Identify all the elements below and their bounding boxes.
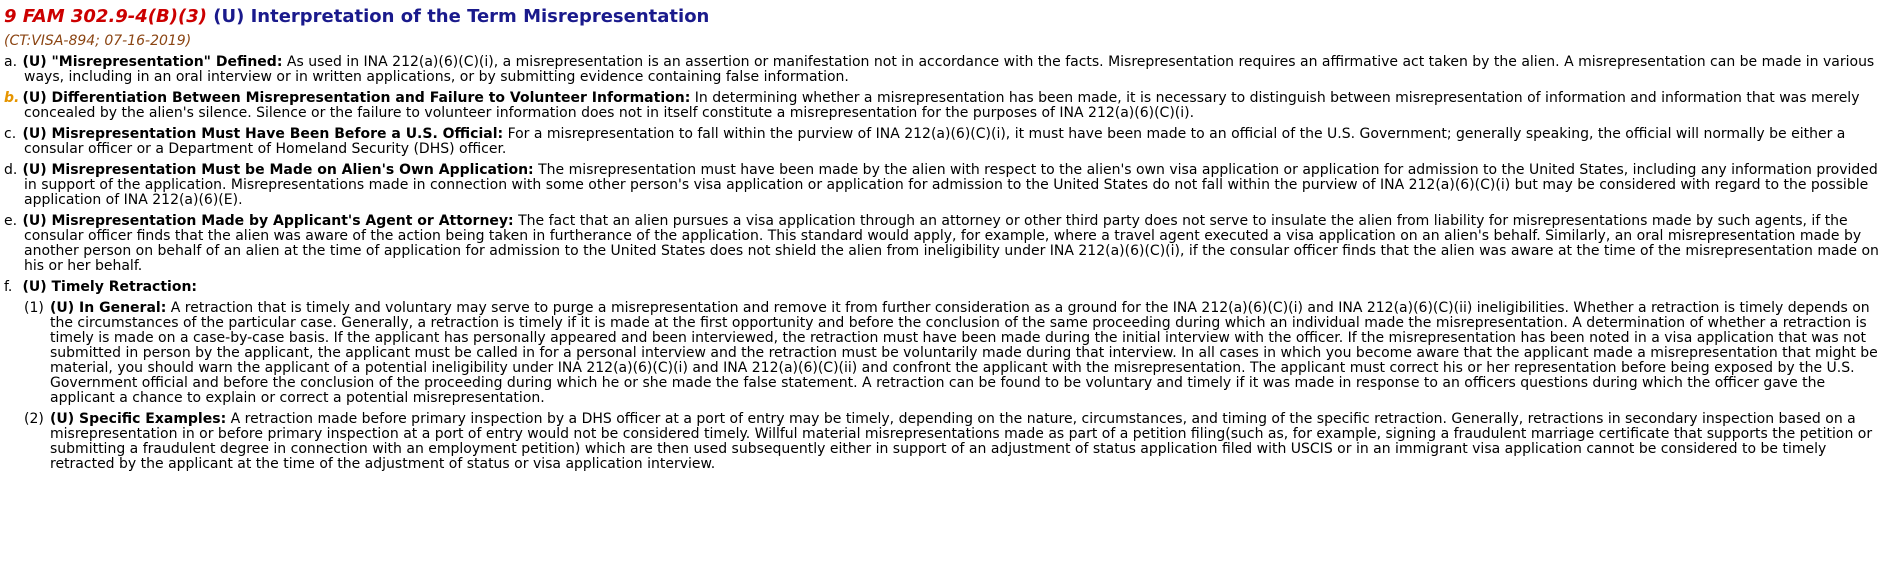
paragraph-title: (U) "Misrepresentation" Defined: bbox=[22, 54, 283, 70]
change-transmittal: (CT:VISA-894; 07-16-2019) bbox=[4, 33, 192, 49]
paragraph-e bbox=[4, 214, 1890, 274]
paragraph-marker: a. bbox=[4, 54, 18, 70]
paragraph-marker: e. bbox=[4, 213, 18, 229]
section-title: (U) Interpretation of the Term Misrepresentation bbox=[213, 6, 710, 27]
subparagraph-2 bbox=[24, 412, 1890, 472]
paragraph-text: In determining whether a misrepresentation has been made, it is necessary to distinguish between misrepresentation of information and information that was merely concealed by the alien's silence. Silence or the failure to volunteer information does not in itself constitute a misrepresentation for the purposes of INA 212(a)(6)(C)(i). bbox=[24, 90, 1860, 121]
paragraph-a bbox=[4, 55, 1890, 85]
paragraph-text: For a misrepresentation to fall within the purview of INA 212(a)(6)(C)(i), it must have been made to an official of the U.S. Government; generally speaking, the official will normally be either a consular officer or a Department of Homeland Security (DHS) officer. bbox=[24, 126, 1846, 157]
paragraph-title: (U) Misrepresentation Must Have Been Before a U.S. Official: bbox=[22, 126, 504, 142]
subparagraph-text: A retraction made before primary inspection by a DHS officer at a port of entry may be timely, depending on the nature, circumstances, and timing of the specific retraction. Generally, retractions in secondary inspection based on a misrepresentation in or before primary inspection at a port of entry would not be considered timely. Willful material misrepresentations made as part of a petition filing(such as, for example, signing a fraudulent marriage certificate that supports the petition or submitting a fraudulent degree in connection with an employment petition) which are then used subsequently either in support of an adjustment of status application filed with USCIS or in an immigrant visa application cannot be considered to be timely retracted by the applicant at the time of the adjustment of status or visa application interview. bbox=[50, 411, 1873, 472]
paragraph-text: The misrepresentation must have been made by the alien with respect to the alien's own visa application or application for admission to the United States, including any information provided in support of the application. Misrepresentations made in connection with some other person's visa application or application for admission to the United States do not fall within the purview of INA 212(a)(6)(C)(i) but may be considered with regard to the possible application of INA 212(a)(6)(E). bbox=[24, 162, 1878, 208]
paragraph-title: (U) Differentiation Between Misrepresentation and Failure to Volunteer Information: bbox=[22, 90, 691, 106]
paragraph-title: (U) Timely Retraction: bbox=[22, 279, 198, 295]
paragraph-b bbox=[4, 91, 1890, 121]
paragraph-marker: b. bbox=[4, 90, 20, 106]
subparagraph-text: A retraction that is timely and voluntary may serve to purge a misrepresentation and remove it from further consideration as a ground for the INA 212(a)(6)(C)(i) and INA 212(a)(6)(C)(ii) ineligibilities. Whether a retraction is timely depends on the circumstances of the particular case. Generally, a retraction is timely if it is made at the first opportunity and before the conclusion of the same proceeding during which an individual made the misrepresentation. A determination of whether a retraction is timely is made on a case-by-case basis. If the applicant has personally appeared and been interviewed, the retraction must have been made during the initial interview with the officer. If the misrepresentation has been noted in a visa application that was not submitted in person by the applicant, the applicant must be called in for a personal interview and the retraction must be voluntarily made during that interview. In all cases in which you become aware that the applicant made a misrepresentation that might be material, you should warn the applicant of a potential ineligibility under INA 212(a)(6)(C)(i) and INA 212(a)(6)(C)(ii) and confront the applicant with the misrepresentation. The applicant must correct his or her representation before being exposed by the U.S. Government official and before the conclusion of the proceeding during which he or she made the false statement. A retraction can be found to be voluntary and timely if it was made in response to an officers questions during which the officer gave the applicant a chance to explain or correct a potential misrepresentation. bbox=[50, 300, 1878, 406]
paragraph-marker: c. bbox=[4, 126, 17, 142]
section-heading bbox=[4, 6, 1890, 27]
paragraph-title: (U) Misrepresentation Made by Applicant's Agent or Attorney: bbox=[22, 213, 514, 229]
subparagraph-marker: (2) bbox=[24, 411, 44, 427]
paragraph-title: (U) Misrepresentation Must be Made on Alien's Own Application: bbox=[22, 162, 534, 178]
paragraph-f bbox=[4, 280, 1890, 295]
section-citation: 9 FAM 302.9-4(B)(3) bbox=[4, 6, 207, 27]
subparagraph-marker: (1) bbox=[24, 300, 44, 316]
paragraph-d bbox=[4, 163, 1890, 208]
subparagraph-title: (U) Specific Examples: bbox=[50, 411, 227, 427]
paragraph-marker: f. bbox=[4, 279, 13, 295]
subparagraph-1 bbox=[24, 301, 1890, 406]
paragraph-text: The fact that an alien pursues a visa application through an attorney or other third party does not serve to insulate the alien from liability for misrepresentations made by such agents, if the consular officer finds that the alien was aware of the action being taken in furtherance of the application. This standard would apply, for example, where a travel agent executed a visa application on an alien's behalf. Similarly, an oral misrepresentation made by another person on behalf of an alien at the time of application for admission to the United States does not shield the alien from ineligibility under INA 212(a)(6)(C)(i), if the consular officer finds that the alien was aware at the time of the misrepresentation made on his or her behalf. bbox=[24, 213, 1879, 274]
paragraph-c bbox=[4, 127, 1890, 157]
paragraph-marker: d. bbox=[4, 162, 18, 178]
subparagraph-title: (U) In General: bbox=[50, 300, 167, 316]
paragraph-text: As used in INA 212(a)(6)(C)(i), a misrepresentation is an assertion or manifestation not in accordance with the facts. Misrepresentation requires an affirmative act taken by the alien. A misrepresentation can be made in various ways, including in an oral interview or in written applications, or by submitting evidence containing false information. bbox=[24, 54, 1875, 85]
